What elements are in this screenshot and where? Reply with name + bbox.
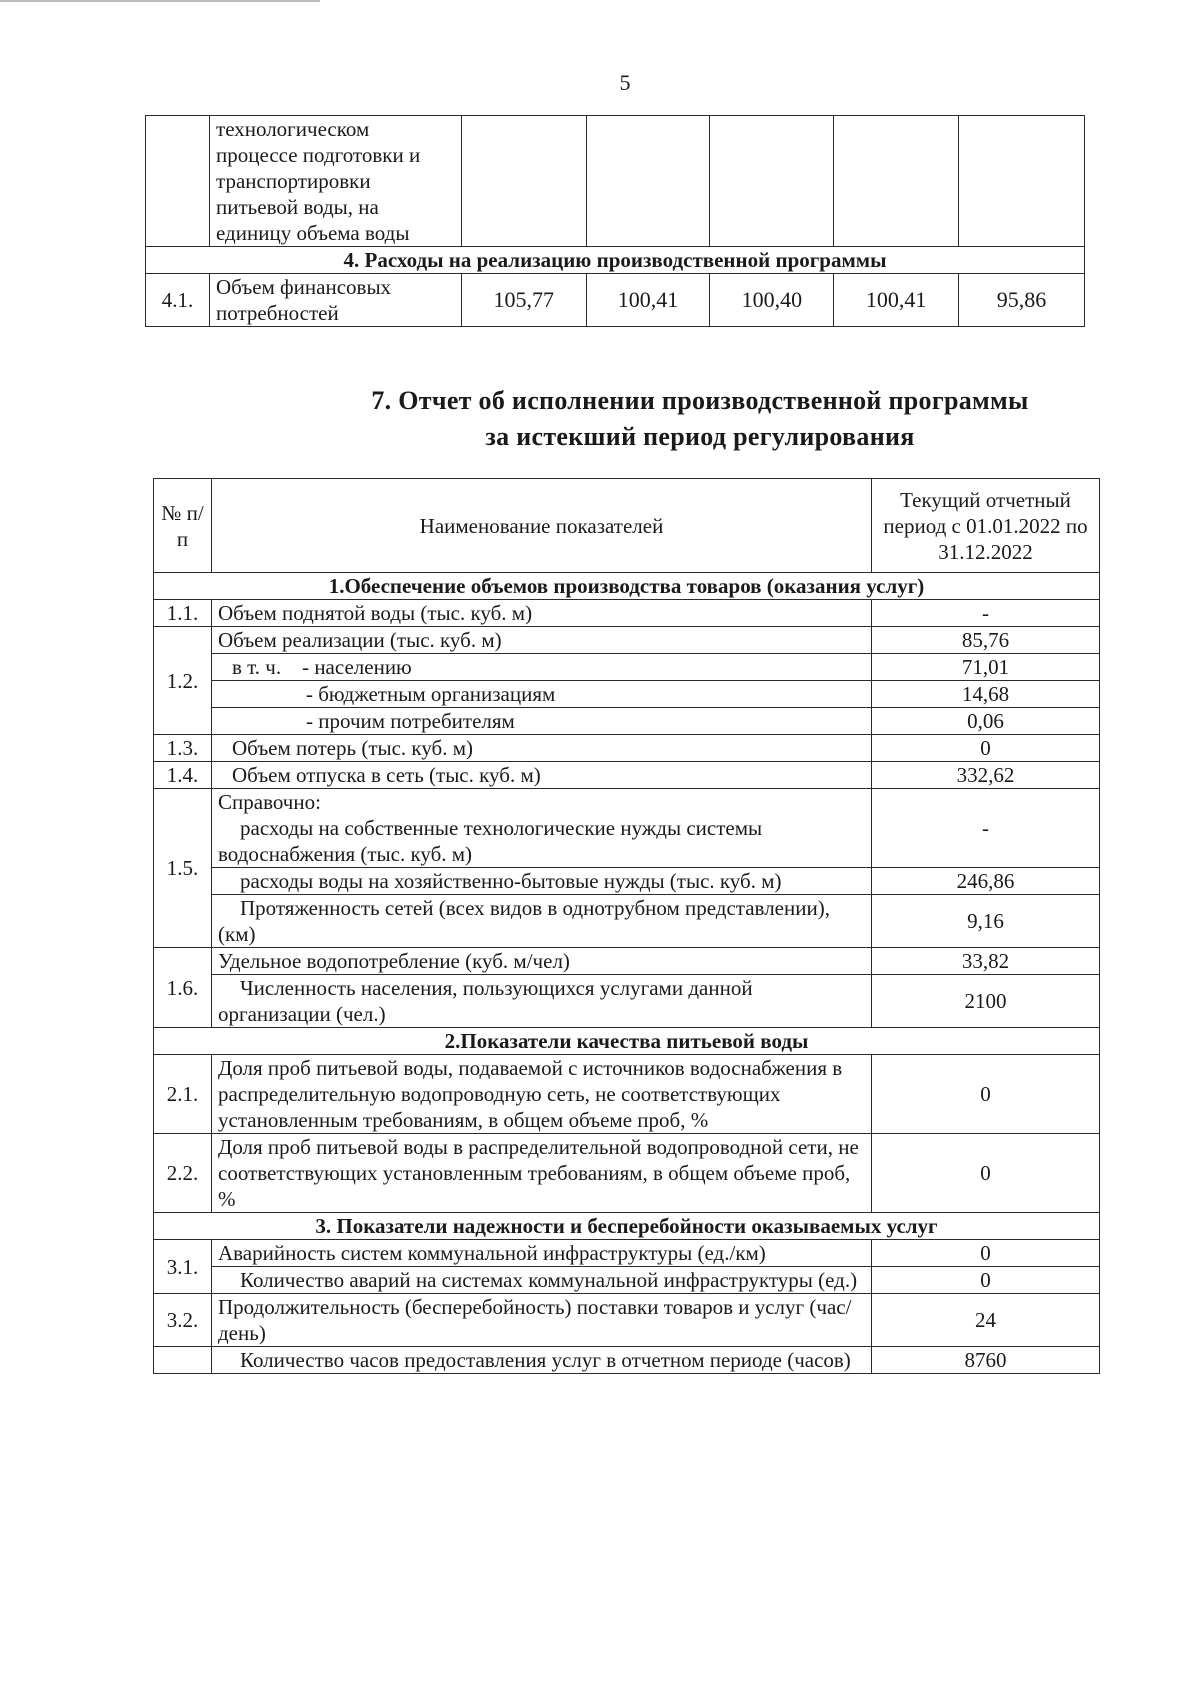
- row-number: 1.6.: [154, 948, 212, 1028]
- financial-needs-table: [145, 115, 1085, 327]
- value-cell: 0: [872, 1267, 1100, 1294]
- indicator-name: Объем поднятой воды (тыс. куб. м): [212, 600, 872, 627]
- report-title-line1: 7. Отчет об исполнении производственной программы: [371, 386, 1029, 415]
- report-table: [153, 478, 1100, 1374]
- table-row: [154, 735, 1100, 762]
- header-num: № п/п: [154, 479, 212, 573]
- row-number: 1.4.: [154, 762, 212, 789]
- table-row: [154, 1240, 1100, 1267]
- row-number: 1.5.: [154, 789, 212, 948]
- table-row: [154, 868, 1100, 895]
- value-cell: 0,06: [872, 708, 1100, 735]
- indicator-name: расходы воды на хозяйственно-бытовые нужды (тыс. куб. м): [212, 868, 872, 895]
- table-row: [154, 1055, 1100, 1134]
- empty-cell: [461, 116, 586, 247]
- row-number: 2.1.: [154, 1055, 212, 1134]
- table-row: [154, 627, 1100, 654]
- value-cell: 100,41: [586, 274, 710, 327]
- header-name: Наименование показателей: [212, 479, 872, 573]
- indicator-text: расходы на собственные технологические нужды системы водоснабжения (тыс. куб. м): [218, 816, 763, 866]
- value-cell: 8760: [872, 1347, 1100, 1374]
- section-3-title: 3. Показатели надежности и бесперебойности оказываемых услуг: [154, 1213, 1100, 1240]
- value-cell: 0: [872, 1240, 1100, 1267]
- value-cell: 246,86: [872, 868, 1100, 895]
- value-cell: 100,41: [834, 274, 959, 327]
- section-1-title: 1.Обеспечение объемов производства товаров (оказания услуг): [154, 573, 1100, 600]
- table-row: [154, 681, 1100, 708]
- table-row: [154, 1134, 1100, 1213]
- empty-cell: [959, 116, 1085, 247]
- section-2-title: 2.Показатели качества питьевой воды: [154, 1028, 1100, 1055]
- table-row: [154, 708, 1100, 735]
- indicator-name: Объем финансовых потребностей: [210, 274, 462, 327]
- section-row: [154, 1213, 1100, 1240]
- table-row: [154, 762, 1100, 789]
- table-row: [146, 274, 1085, 327]
- indicator-name: Доля проб питьевой воды, подаваемой с источников водоснабжения в распределительную водопроводную сеть, не соответствующих установленным требованиям, в общем объеме проб, %: [212, 1055, 872, 1134]
- table-row: [154, 1347, 1100, 1374]
- page-number: 5: [619, 70, 631, 95]
- value-cell: 9,16: [872, 895, 1100, 948]
- value-cell: 85,76: [872, 627, 1100, 654]
- indicator-name: Численность населения, пользующихся услугами данной организации (чел.): [212, 975, 872, 1028]
- indicator-name: Удельное водопотребление (куб. м/чел): [212, 948, 872, 975]
- section-4-title: 4. Расходы на реализацию производственной программы: [146, 247, 1085, 274]
- indicator-name: в т. ч. - населению: [212, 654, 872, 681]
- value-cell: 33,82: [872, 948, 1100, 975]
- indicator-name: Количество часов предоставления услуг в отчетном периоде (часов): [212, 1347, 872, 1374]
- row-number: 3.2.: [154, 1294, 212, 1347]
- table-row: [154, 1267, 1100, 1294]
- section-row: [154, 1028, 1100, 1055]
- header-row: [154, 479, 1100, 573]
- value-cell: -: [872, 600, 1100, 627]
- header-period: Текущий отчетный период с 01.01.2022 по 31.12.2022: [872, 479, 1100, 573]
- value-cell: 95,86: [959, 274, 1085, 327]
- table-row: [154, 948, 1100, 975]
- value-cell: 105,77: [461, 274, 586, 327]
- section-row: [146, 247, 1085, 274]
- indicator-name: [212, 789, 872, 868]
- indicator-name: Аварийность систем коммунальной инфраструктуры (ед./км): [212, 1240, 872, 1267]
- indicator-name: Объем отпуска в сеть (тыс. куб. м): [212, 762, 872, 789]
- indicator-name: Продолжительность (бесперебойность) поставки товаров и услуг (час/день): [212, 1294, 872, 1347]
- empty-cell: [586, 116, 710, 247]
- row-number: 1.2.: [154, 627, 212, 735]
- row-number: 4.1.: [146, 274, 210, 327]
- reference-label: Справочно:: [218, 790, 321, 814]
- indicator-name: - бюджетным организациям: [212, 681, 872, 708]
- table-row: [154, 600, 1100, 627]
- table-row: [154, 975, 1100, 1028]
- table-row: [146, 116, 1085, 247]
- indicator-name: Доля проб питьевой воды в распределительной водопроводной сети, не соответствующих установленным требованиям, в общем объеме проб, %: [212, 1134, 872, 1213]
- report-title: [145, 383, 1200, 455]
- value-cell: 0: [872, 735, 1100, 762]
- table-row: [154, 1294, 1100, 1347]
- value-cell: 71,01: [872, 654, 1100, 681]
- empty-cell: [834, 116, 959, 247]
- continuation-text: технологическом процессе подготовки и транспортировки питьевой воды, на единицу объема воды: [210, 116, 462, 247]
- value-cell: 24: [872, 1294, 1100, 1347]
- indicator-name: Объем реализации (тыс. куб. м): [212, 627, 872, 654]
- scan-edge-line: [0, 0, 320, 2]
- indicator-name: Количество аварий на системах коммунальной инфраструктуры (ед.): [212, 1267, 872, 1294]
- row-number: 3.1.: [154, 1240, 212, 1294]
- value-cell: 100,40: [710, 274, 834, 327]
- value-cell: 14,68: [872, 681, 1100, 708]
- empty-cell: [710, 116, 834, 247]
- value-cell: 2100: [872, 975, 1100, 1028]
- indicator-name: Объем потерь (тыс. куб. м): [212, 735, 872, 762]
- report-title-line2: за истекший период регулирования: [485, 422, 915, 451]
- indicator-name: Протяженность сетей (всех видов в однотрубном представлении), (км): [212, 895, 872, 948]
- value-cell: 332,62: [872, 762, 1100, 789]
- row-number: 2.2.: [154, 1134, 212, 1213]
- value-cell: 0: [872, 1134, 1100, 1213]
- row-number: 1.1.: [154, 600, 212, 627]
- empty-cell: [146, 116, 210, 247]
- table-row: [154, 654, 1100, 681]
- table-row: [154, 895, 1100, 948]
- value-cell: 0: [872, 1055, 1100, 1134]
- indicator-name: - прочим потребителям: [212, 708, 872, 735]
- empty-cell: [154, 1347, 212, 1374]
- table-row: [154, 789, 1100, 868]
- section-row: [154, 573, 1100, 600]
- row-number: 1.3.: [154, 735, 212, 762]
- value-cell: -: [872, 789, 1100, 868]
